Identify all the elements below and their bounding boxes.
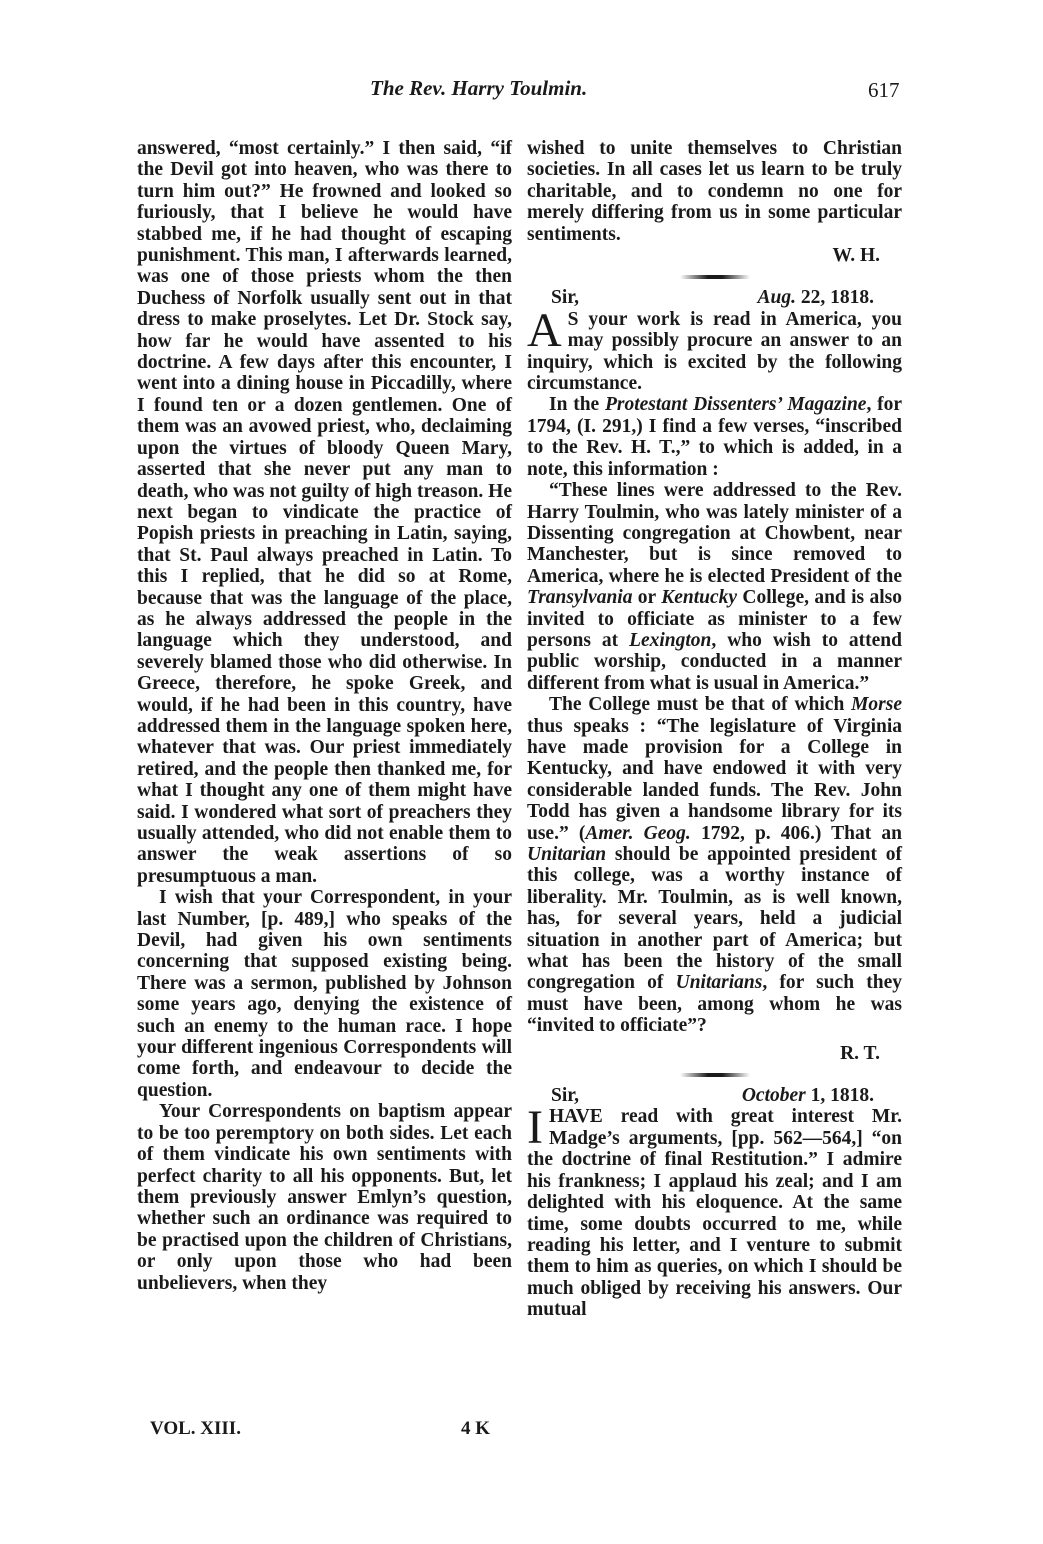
paragraph: “These lines were addressed to the Rev. Harry Toulmin, who was lately minister of a Dissenting congregation at Chowbent, near Manchester, but is since removed to America, where he is elected President of the Transylvania or Kentucky College, and is also invited to officiate as minister to a few persons at Lexington, who wish to attend public worship, conducted in a manner different from what is usual in America.” <box>527 480 902 694</box>
signature: W. H. <box>832 245 880 267</box>
left-column <box>137 138 512 1294</box>
signature-mark: 4 K <box>460 1418 490 1439</box>
letter-heading <box>527 1085 902 1106</box>
paragraph: I wish that your Correspondent, in your last Number, [p. 489,] who speaks of the Devil, had given his own sentiments concerning that supposed existing being. There was a sermon, published by Johnson some years ago, denying the existence of such an enemy to the human race. I hope your different ingenious Correspondents will come forth, and endeavour to decide the question. <box>137 887 512 1101</box>
paragraph: wished to unite themselves to Christian societies. In all cases let us learn to be truly charitable, and to condemn no one for merely differing from us in some particular sentiments. <box>527 138 902 245</box>
running-header <box>0 74 1043 104</box>
paragraph: IHAVE read with great interest Mr. Madge’s arguments, [pp. 562—564,] “on the doctrine of final Restitution.” I admire his frankness; I applaud his zeal; and I am delighted with his eloquence. At the same time, some doubts occurred to me, while reading his letter, and I venture to submit them to him as queries, on which I should be much obliged by receiving his answers. Our mutual <box>527 1101 902 1321</box>
salutation: Sir, <box>551 1085 580 1107</box>
signature: R. T. <box>840 1042 880 1064</box>
paragraph: answered, “most certainly.” I then said, “if the Devil got into heaven, who was there to turn him out?” He frowned and looked so furiously, that I believe he would have stabbed me, if he had thought of escaping punishment. This man, I afterwards learned, was one of those priests whom the then Duchess of Norfolk usually sent out in that dress to make proselytes. Let Dr. Stock say, how far he would have assented to his doctrine. A few days after this encounter, I went into a dining house in Piccadilly, where I found ten or a dozen gentlemen. One of them was an avowed priest, who, declaiming upon the virtues of bloody Queen Mary, asserted that she never put any man to death, who was not guilty of high treason. He next began to vindicate the practice of Popish priests in preaching in Latin, saying, that St. Paul always preached in Latin. To this I replied, that he did so at Rome, because that was the language of the place, as he always addressed the people in the language which they understood, and severely blamed those who did otherwise. In Greece, therefore, he spoke Greek, and would, if he had been in this country, have addressed them in the language spoken here, whatever that was. Our priest immediately retired, and the people then thanked me, for what I thought any one of them might have said. I wondered what sort of preachers they usually attended, who did not enable them to answer the weak assertions of so presumptuous a man. <box>137 138 512 887</box>
salutation: Sir, <box>551 287 580 309</box>
paragraph: In the Protestant Dissenters’ Magazine, for 1794, (I. 291,) I find a few verses, “inscribed to the Rev. H. T.,” to which is added, in a note, this information : <box>527 394 902 480</box>
page-footer <box>150 1418 490 1440</box>
page-number: 617 <box>868 78 900 102</box>
drop-cap: A <box>527 303 562 357</box>
section-divider <box>680 1073 750 1077</box>
paragraph: The College must be that of which Morse thus speaks : “The legislature of Virginia have made provision for a College in Kentucky, and have endowed it with very considerable landed funds. The Rev. John Todd has given a handsome library for its use.” (Amer. Geog. 1792, p. 406.) That an Unitarian should be appointed president of this college, was a worthy instance of liberality. Mr. Toulmin, as is well known, has, for several years, held a judicial situation in another part of America; but what has been the history of the small congregation of Unitarians, for such they must have been, among whom he was “invited to officiate”? <box>527 694 902 1037</box>
letter-date: October 1, 1818. <box>741 1085 874 1107</box>
volume-label: VOL. XIII. <box>150 1418 241 1439</box>
section-divider <box>680 275 750 279</box>
paragraph: A S your work is read in America, you may possibly procure an answer to an inquiry, which is excited by the following circumstance. <box>527 303 902 395</box>
letter-heading <box>527 287 902 308</box>
drop-cap: I <box>527 1101 543 1155</box>
running-title: The Rev. Harry Toulmin. <box>370 76 588 100</box>
right-column <box>527 138 902 1321</box>
paragraph: Your Correspondents on baptism appear to be too peremptory on both sides. Let each of them vindicate his own sentiments with perfect charity to all his opponents. But, let them previously answer Emlyn’s question, whether such an ordinance was required to be practised upon the children of Christians, or only upon those who had been unbelievers, when they <box>137 1101 512 1294</box>
letter-date: Aug. 22, 1818. <box>757 287 874 309</box>
